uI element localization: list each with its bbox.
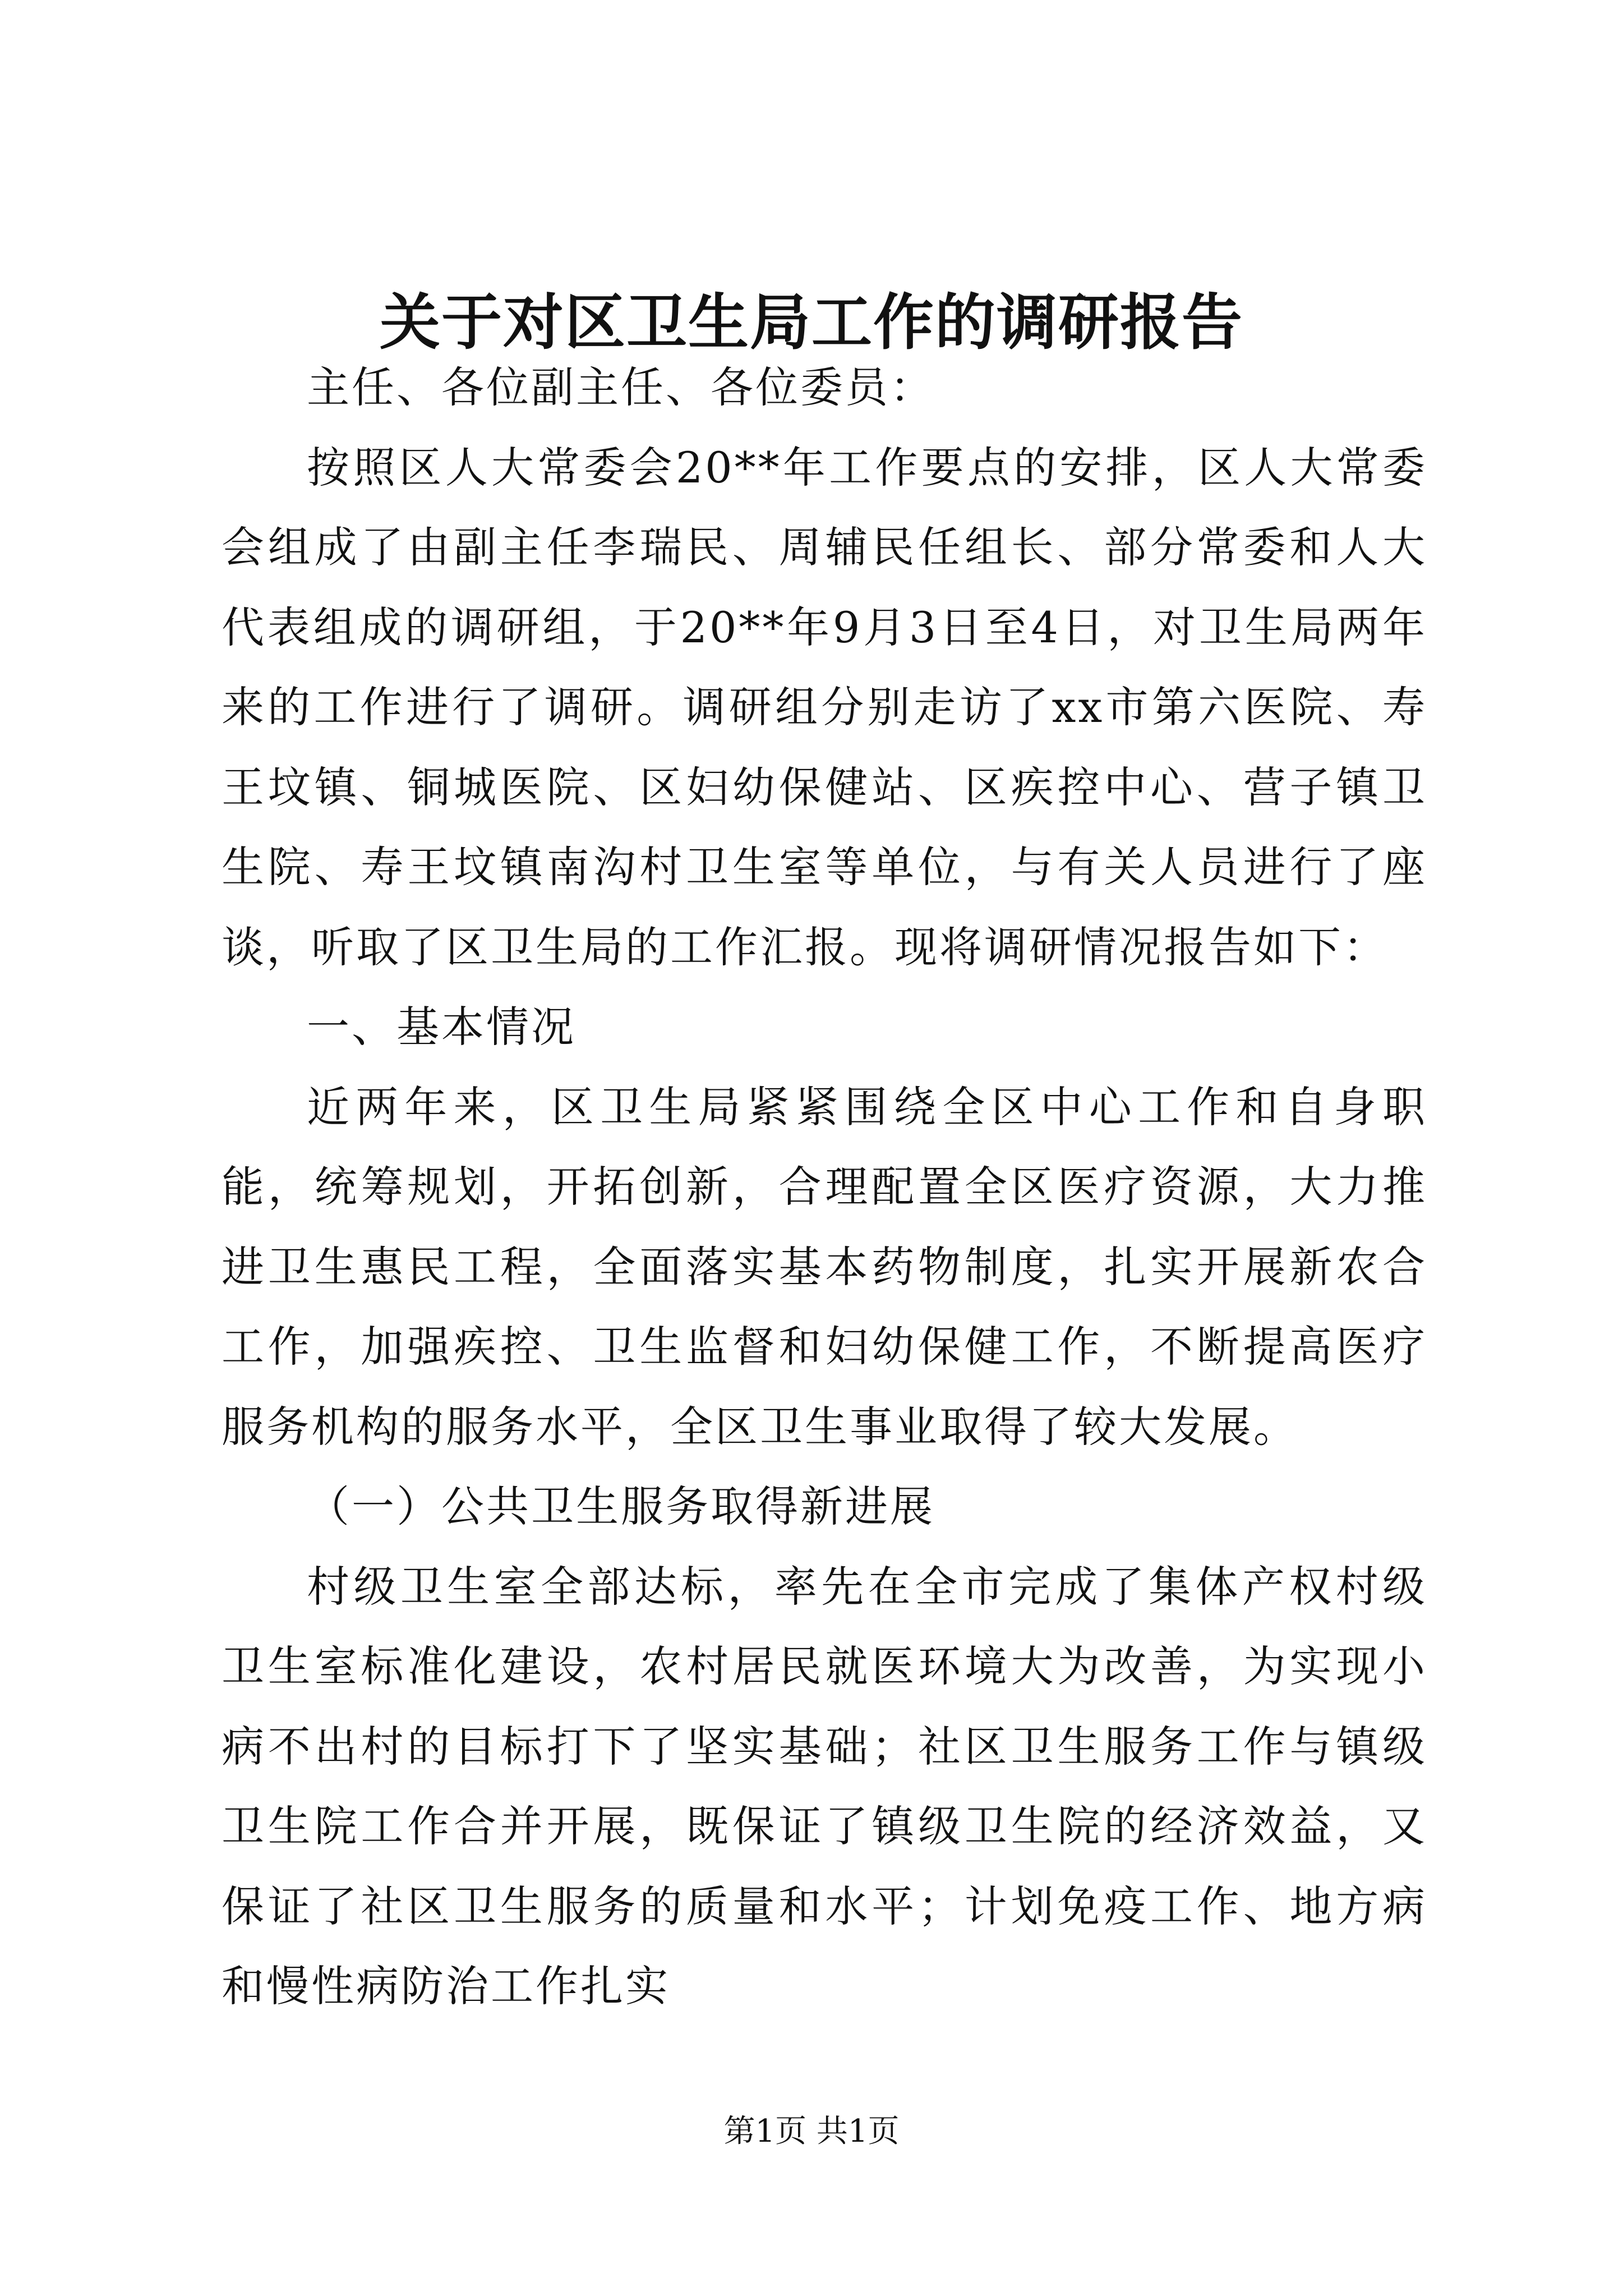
subsection-heading-public-health: （一）公共卫生服务取得新进展 <box>307 1481 935 1531</box>
paragraph-overview: 近两年来，区卫生局紧紧围绕全区中心工作和自身职能，统筹规划，开拓创新，合理配置全区医疗资源，大力推进卫生惠民工程，全面落实基本药物制度，扎实开展新农合工作，加强疾控、卫生监督和妇幼保健工作，不断提高医疗服务机构的服务水平，全区卫生事业取得了较大发展。 <box>222 1082 1427 1452</box>
document-title: 关于对区卫生局工作的调研报告 <box>379 287 1243 358</box>
paragraph-intro: 按照区人大常委会20**年工作要点的安排，区人大常委会组成了由副主任李瑞民、周辅民任组长、部分常委和人大代表组成的调研组，于20**年9月3日至4日，对卫生局两年来的工作进行了调研。调研组分别走访了xx市第六医院、寿王坟镇、铜城医院、区妇幼保健站、区疾控中心、营子镇卫生院、寿王坟镇南沟村卫生室等单位，与有关人员进行了座谈，听取了区卫生局的工作汇报。现将调研情况报告如下： <box>222 442 1427 972</box>
section-heading-basic: 一、基本情况 <box>307 1002 576 1052</box>
salutation: 主任、各位副主任、各位委员： <box>307 362 935 412</box>
paragraph-public-health: 村级卫生室全部达标，率先在全市完成了集体产权村级卫生室标准化建设，农村居民就医环境大为改善，为实现小病不出村的目标打下了坚实基础；社区卫生服务工作与镇级卫生院工作合并开展，既保证了镇级卫生院的经济效益，又保证了社区卫生服务的质量和水平；计划免疫工作、地方病和慢性病防治工作扎实 <box>222 1561 1427 2011</box>
document-body <box>222 348 1427 2027</box>
page-footer: 第1页 共1页 <box>723 2113 900 2150</box>
